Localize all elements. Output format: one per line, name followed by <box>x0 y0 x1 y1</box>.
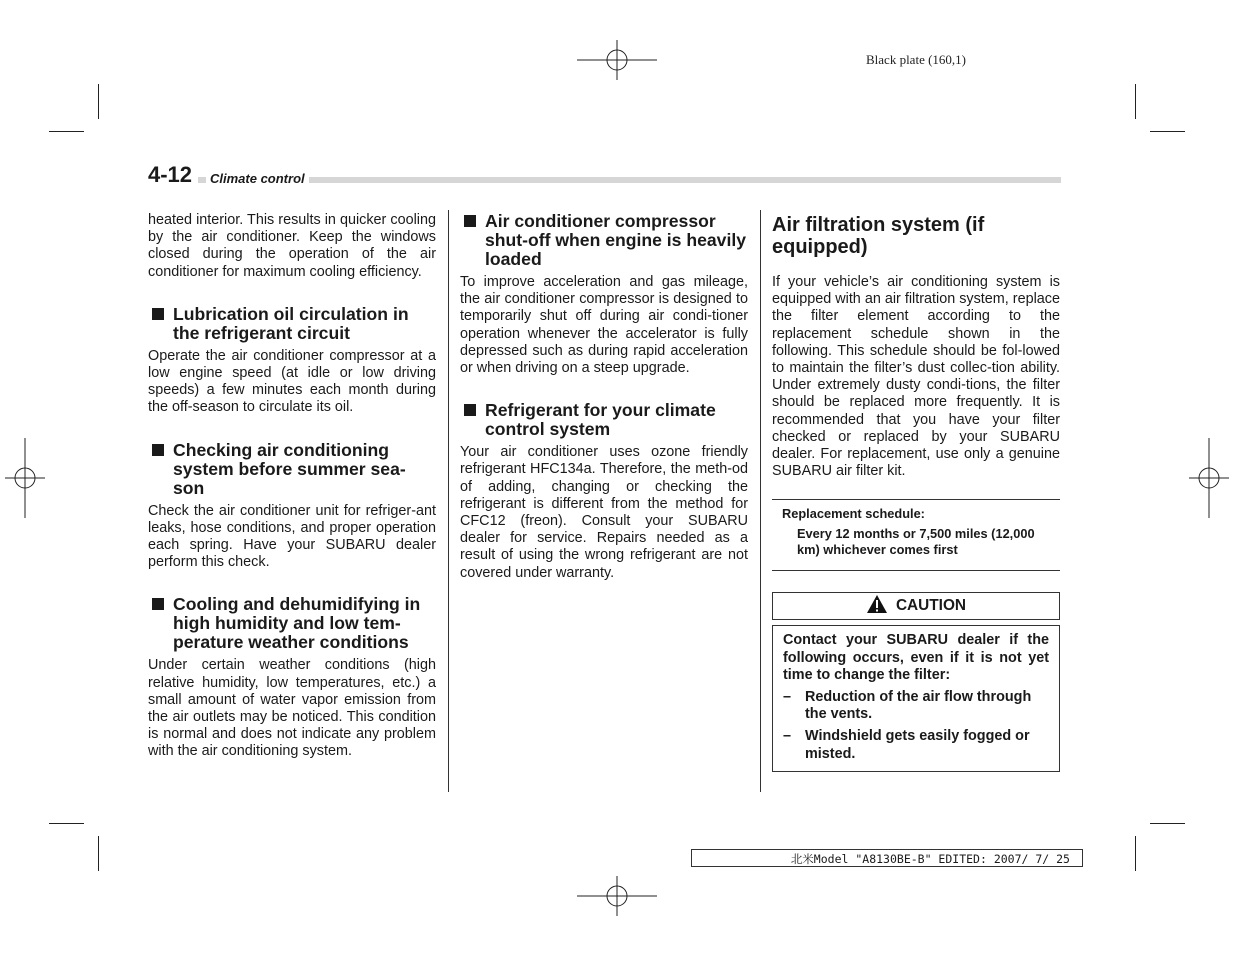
square-bullet-icon <box>152 598 164 610</box>
square-bullet-icon <box>464 404 476 416</box>
column-divider <box>448 210 449 792</box>
section-body: Under certain weather conditions (high relative humidity, low temperatures, etc.) a small amount of water vapor emission from the air outlets may be noticed. This condition is normal and does not indicate any problem with the air conditioning system. <box>148 657 436 760</box>
section-checking <box>148 441 436 572</box>
warning-triangle-icon <box>866 594 888 614</box>
page-header <box>148 162 1061 190</box>
section-body: To improve acceleration and gas mileage, the air conditioner compressor is designed to temporarily shut off during air condi-tioner operation whenever the accelerator is fully depressed such as during rapid acceleration or when driving on a steep upgrade. <box>460 274 748 377</box>
section-compressor <box>460 212 748 377</box>
schedule-label: Replacement schedule: <box>782 506 925 522</box>
square-bullet-icon <box>152 444 164 456</box>
replacement-schedule <box>772 499 1060 571</box>
caution-label: CAUTION <box>895 597 967 615</box>
caution-item: – Windshield gets easily fogged or misted. <box>783 728 1030 762</box>
dash-bullet: – <box>783 728 792 745</box>
section-body: If your vehicle’s air conditioning system is equipped with an air filtration system, replace the filter element according to the replacement schedule shown in the following. This schedule should be fol-lowed to maintain the filter’s dust collec-tion ability. Under extremely dusty condi-tions, the filter should be replaced more frequently. It is recommended that you have your filter checked or replaced by your SUBARU dealer. For replacement, use only a genuine SUBARU air filter kit. <box>772 274 1060 480</box>
caution-item: – Reduction of the air flow through the vents. <box>783 689 1032 723</box>
dash-bullet: – <box>783 689 792 706</box>
crop-mark <box>98 84 99 119</box>
registration-mark-bottom <box>577 876 657 916</box>
section-body: Operate the air conditioner compressor at a low engine speed (at idle or low driving speeds) a few minutes each month during the off-season to circulate its oil. <box>148 347 436 416</box>
crop-mark <box>49 823 84 824</box>
crop-mark <box>1150 823 1185 824</box>
section-body: Your air conditioner uses ozone friendly refrigerant HFC134a. Therefore, the meth-od of adding, changing or checking the refrigerant is different from the method for CFC12 (freon). Consult your SUBARU dealer for service. Repairs needed as a result of using the wrong refrigerant are not covered under warranty. <box>460 444 748 581</box>
column-3 <box>772 212 1060 772</box>
caution-body <box>772 625 1060 771</box>
section-cooling <box>148 595 436 760</box>
section-heading: Cooling and dehumidifying in high humidity and low tem-perature weather conditions <box>148 595 436 652</box>
plate-label: Black plate (160,1) <box>866 52 966 67</box>
crop-mark <box>1150 131 1185 132</box>
registration-mark-top <box>577 40 657 80</box>
square-bullet-icon <box>464 215 476 227</box>
intro-paragraph: heated interior. This results in quicker cooling by the air conditioner. Keep the windows closed during the operation of the air conditioner for maximum cooling efficiency. <box>148 212 436 280</box>
caution-intro: Contact your SUBARU dealer if the following occurs, even if it is not yet time to change the filter: <box>783 632 1049 683</box>
section-heading: Air conditioner compressor shut-off when engine is heavily loaded <box>460 212 748 269</box>
section-title: Air filtration system (if equipped) <box>772 214 985 258</box>
section-heading: Refrigerant for your climate control system <box>460 401 748 439</box>
column-divider <box>760 210 761 792</box>
crop-mark <box>49 131 84 132</box>
crop-mark <box>1135 836 1136 871</box>
registration-mark-right <box>1189 438 1229 518</box>
crop-mark <box>98 836 99 871</box>
section-name: Climate control <box>206 171 309 187</box>
registration-mark-left <box>5 438 45 518</box>
section-heading: Lubrication oil circulation in the refrigerant circuit <box>148 305 436 343</box>
section-refrigerant <box>460 401 748 582</box>
square-bullet-icon <box>152 308 164 320</box>
section-heading: Checking air conditioning system before summer sea-son <box>148 441 436 498</box>
section-lubrication <box>148 305 436 417</box>
column-2 <box>460 212 748 582</box>
footer-edit-stamp: 北米Model "A8130BE-B" EDITED: 2007/ 7/ 25 <box>691 849 1083 867</box>
schedule-value: Every 12 months or 7,500 miles (12,000 km) whichever comes first <box>797 526 1035 558</box>
section-body: Check the air conditioner unit for refriger-ant leaks, hose conditions, and proper operation each spring. Have your SUBARU dealer perform this check. <box>148 502 436 571</box>
page-number: 4-12 <box>148 162 198 188</box>
column-1 <box>148 212 436 761</box>
crop-mark <box>1135 84 1136 119</box>
caution-header <box>772 592 1060 620</box>
